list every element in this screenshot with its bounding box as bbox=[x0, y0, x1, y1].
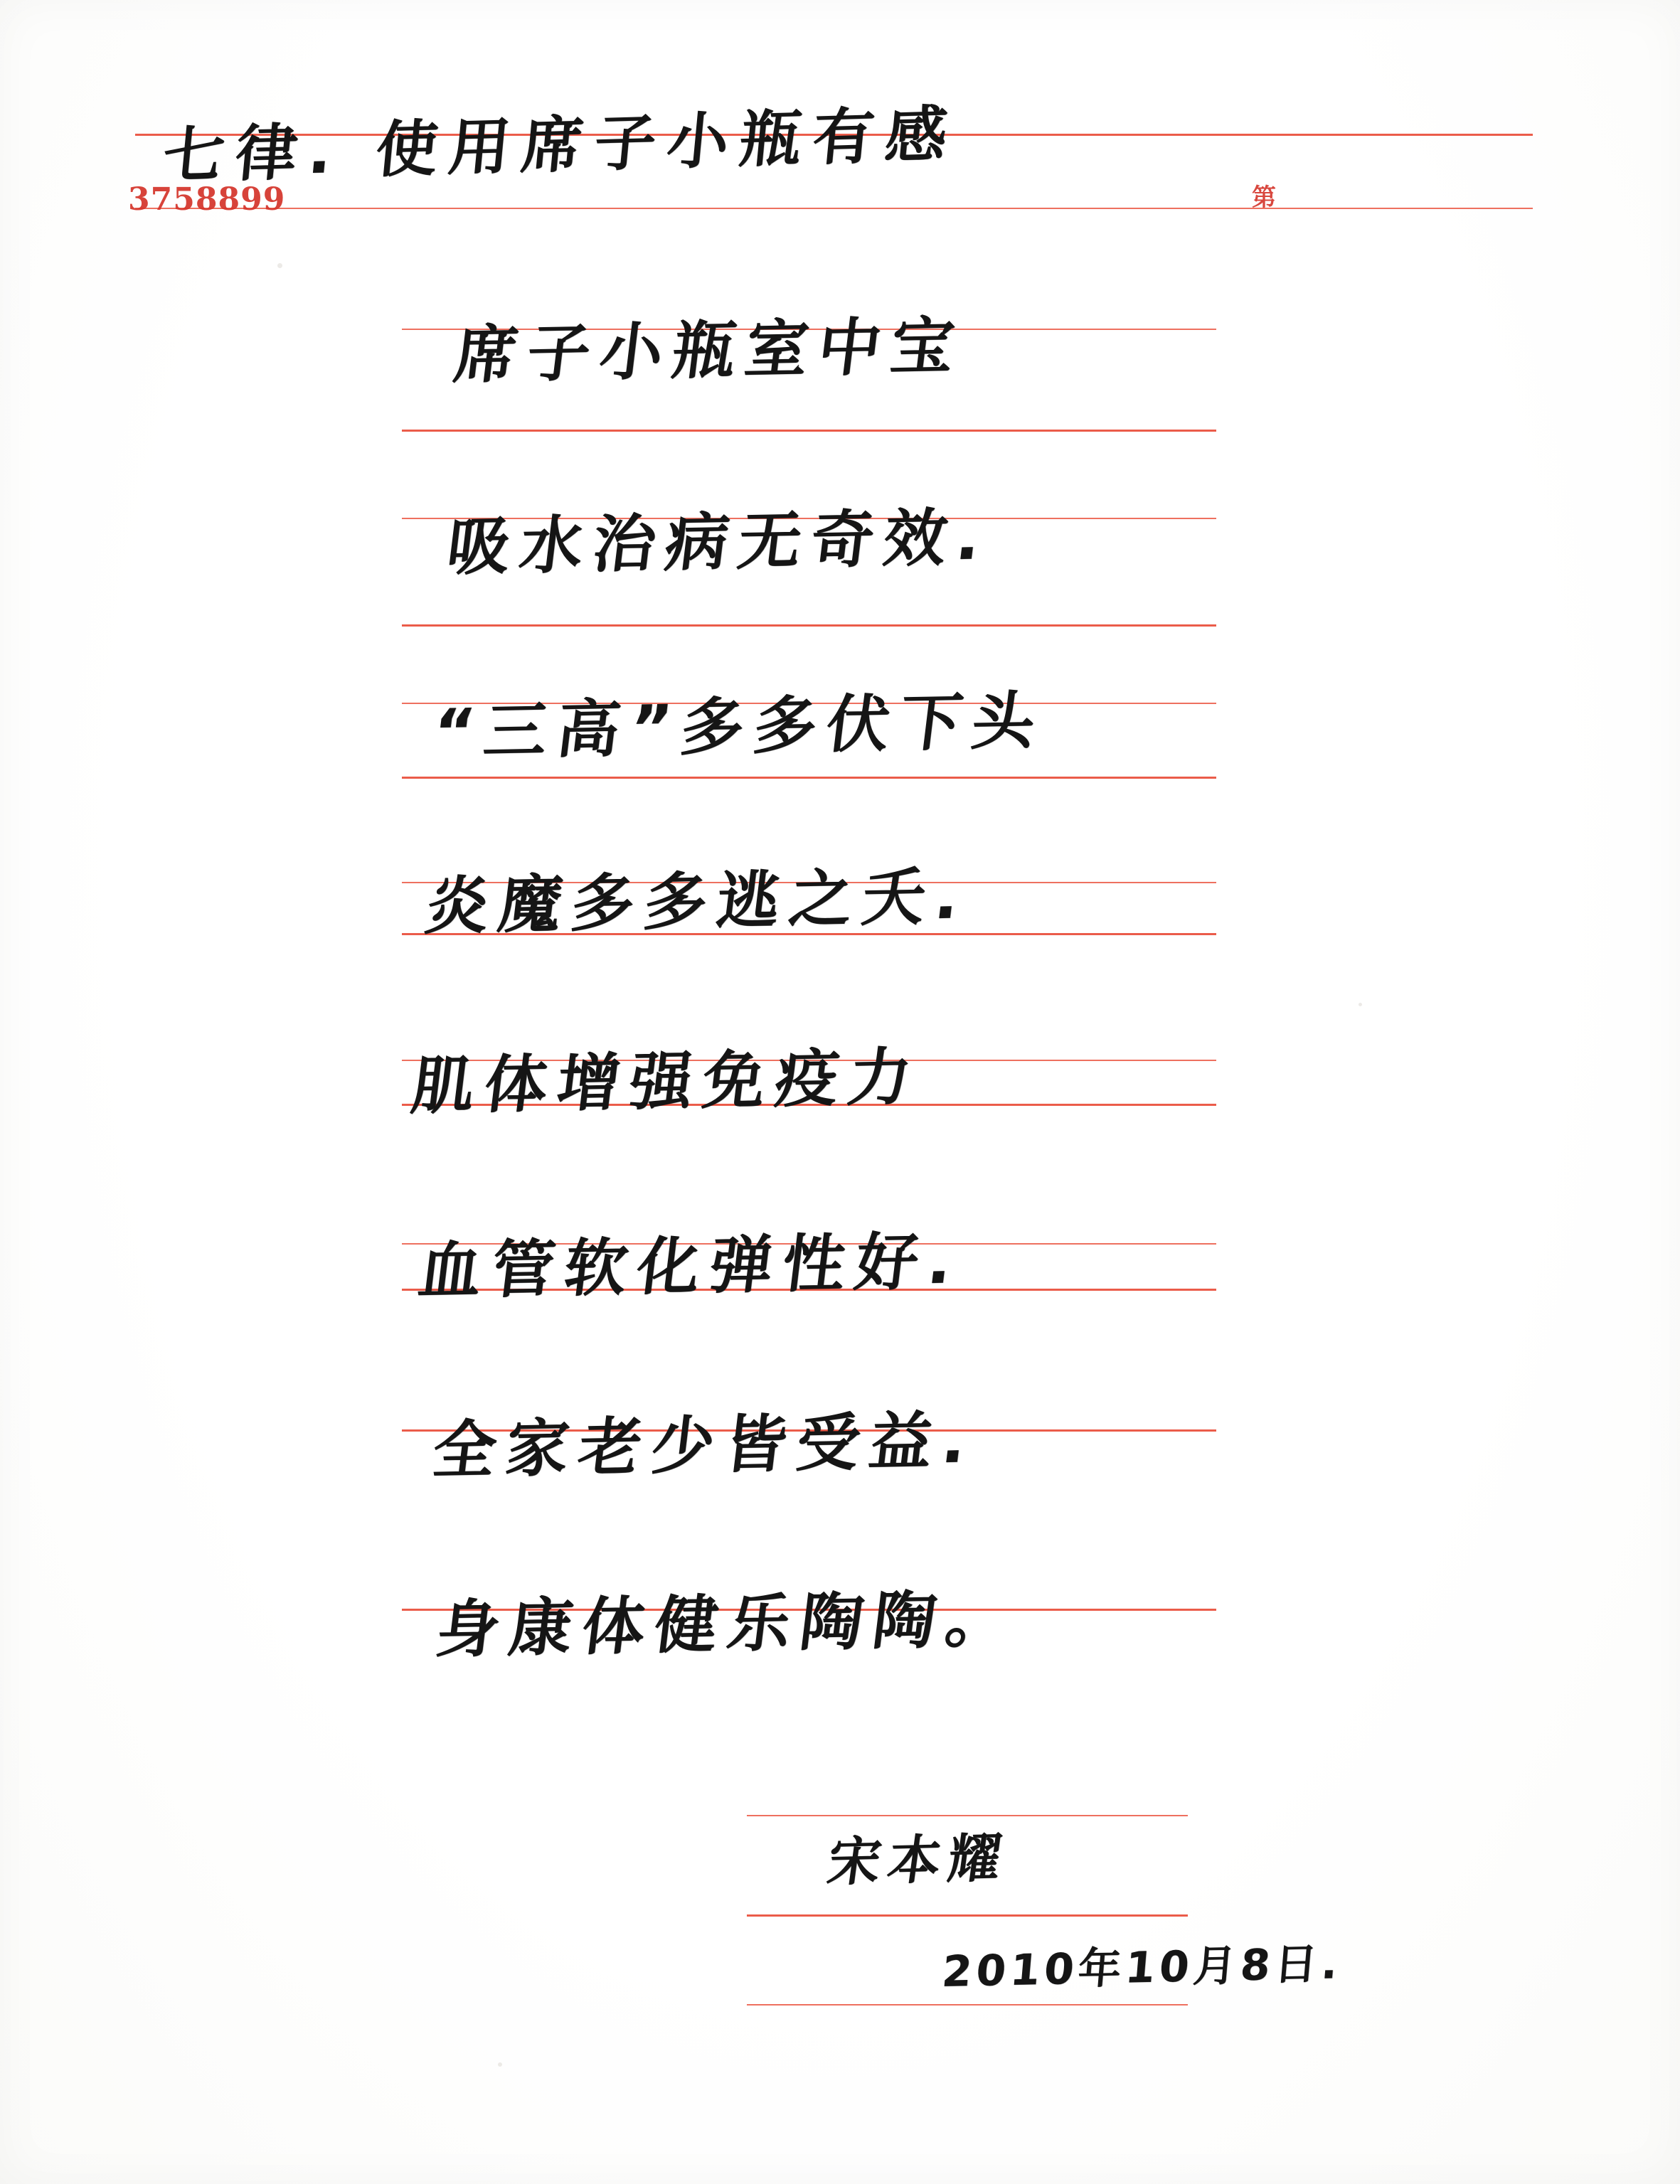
poem-line: 血管软化弹性好. bbox=[414, 1224, 967, 1308]
rule-line bbox=[747, 1914, 1188, 1917]
scan-speck bbox=[1359, 1003, 1362, 1006]
rule-line bbox=[402, 777, 1216, 779]
poem-line: “三高”多多伏下头 bbox=[428, 683, 1050, 769]
rule-line bbox=[402, 430, 1216, 432]
rule-line bbox=[402, 624, 1216, 627]
poem-title: 七律. 使用席子小瓶有感 bbox=[159, 98, 962, 192]
signature-date: 2010年10月8日. bbox=[940, 1939, 1344, 1997]
rule-line bbox=[747, 2004, 1188, 2005]
rule-line bbox=[747, 1815, 1188, 1816]
scan-speck bbox=[277, 263, 282, 268]
scan-speck bbox=[498, 2062, 502, 2067]
page-mark-stamp: 第 bbox=[1252, 183, 1276, 212]
poem-line: 席子小瓶室中宝 bbox=[450, 309, 969, 392]
poem-line: 炎魔多多逃之夭. bbox=[421, 859, 974, 943]
poem-line: 吸水治病无奇效. bbox=[442, 500, 995, 584]
poem-line: 全家老少皆受益. bbox=[428, 1403, 981, 1487]
serial-number-stamp: 3758899 bbox=[128, 181, 286, 218]
poem-line: 身康体健乐陶陶。 bbox=[432, 1582, 1024, 1666]
rule-line bbox=[135, 208, 1533, 209]
signature: 宋本耀 bbox=[824, 1827, 1012, 1893]
poem-line: 肌体增强免疫力 bbox=[407, 1040, 926, 1123]
